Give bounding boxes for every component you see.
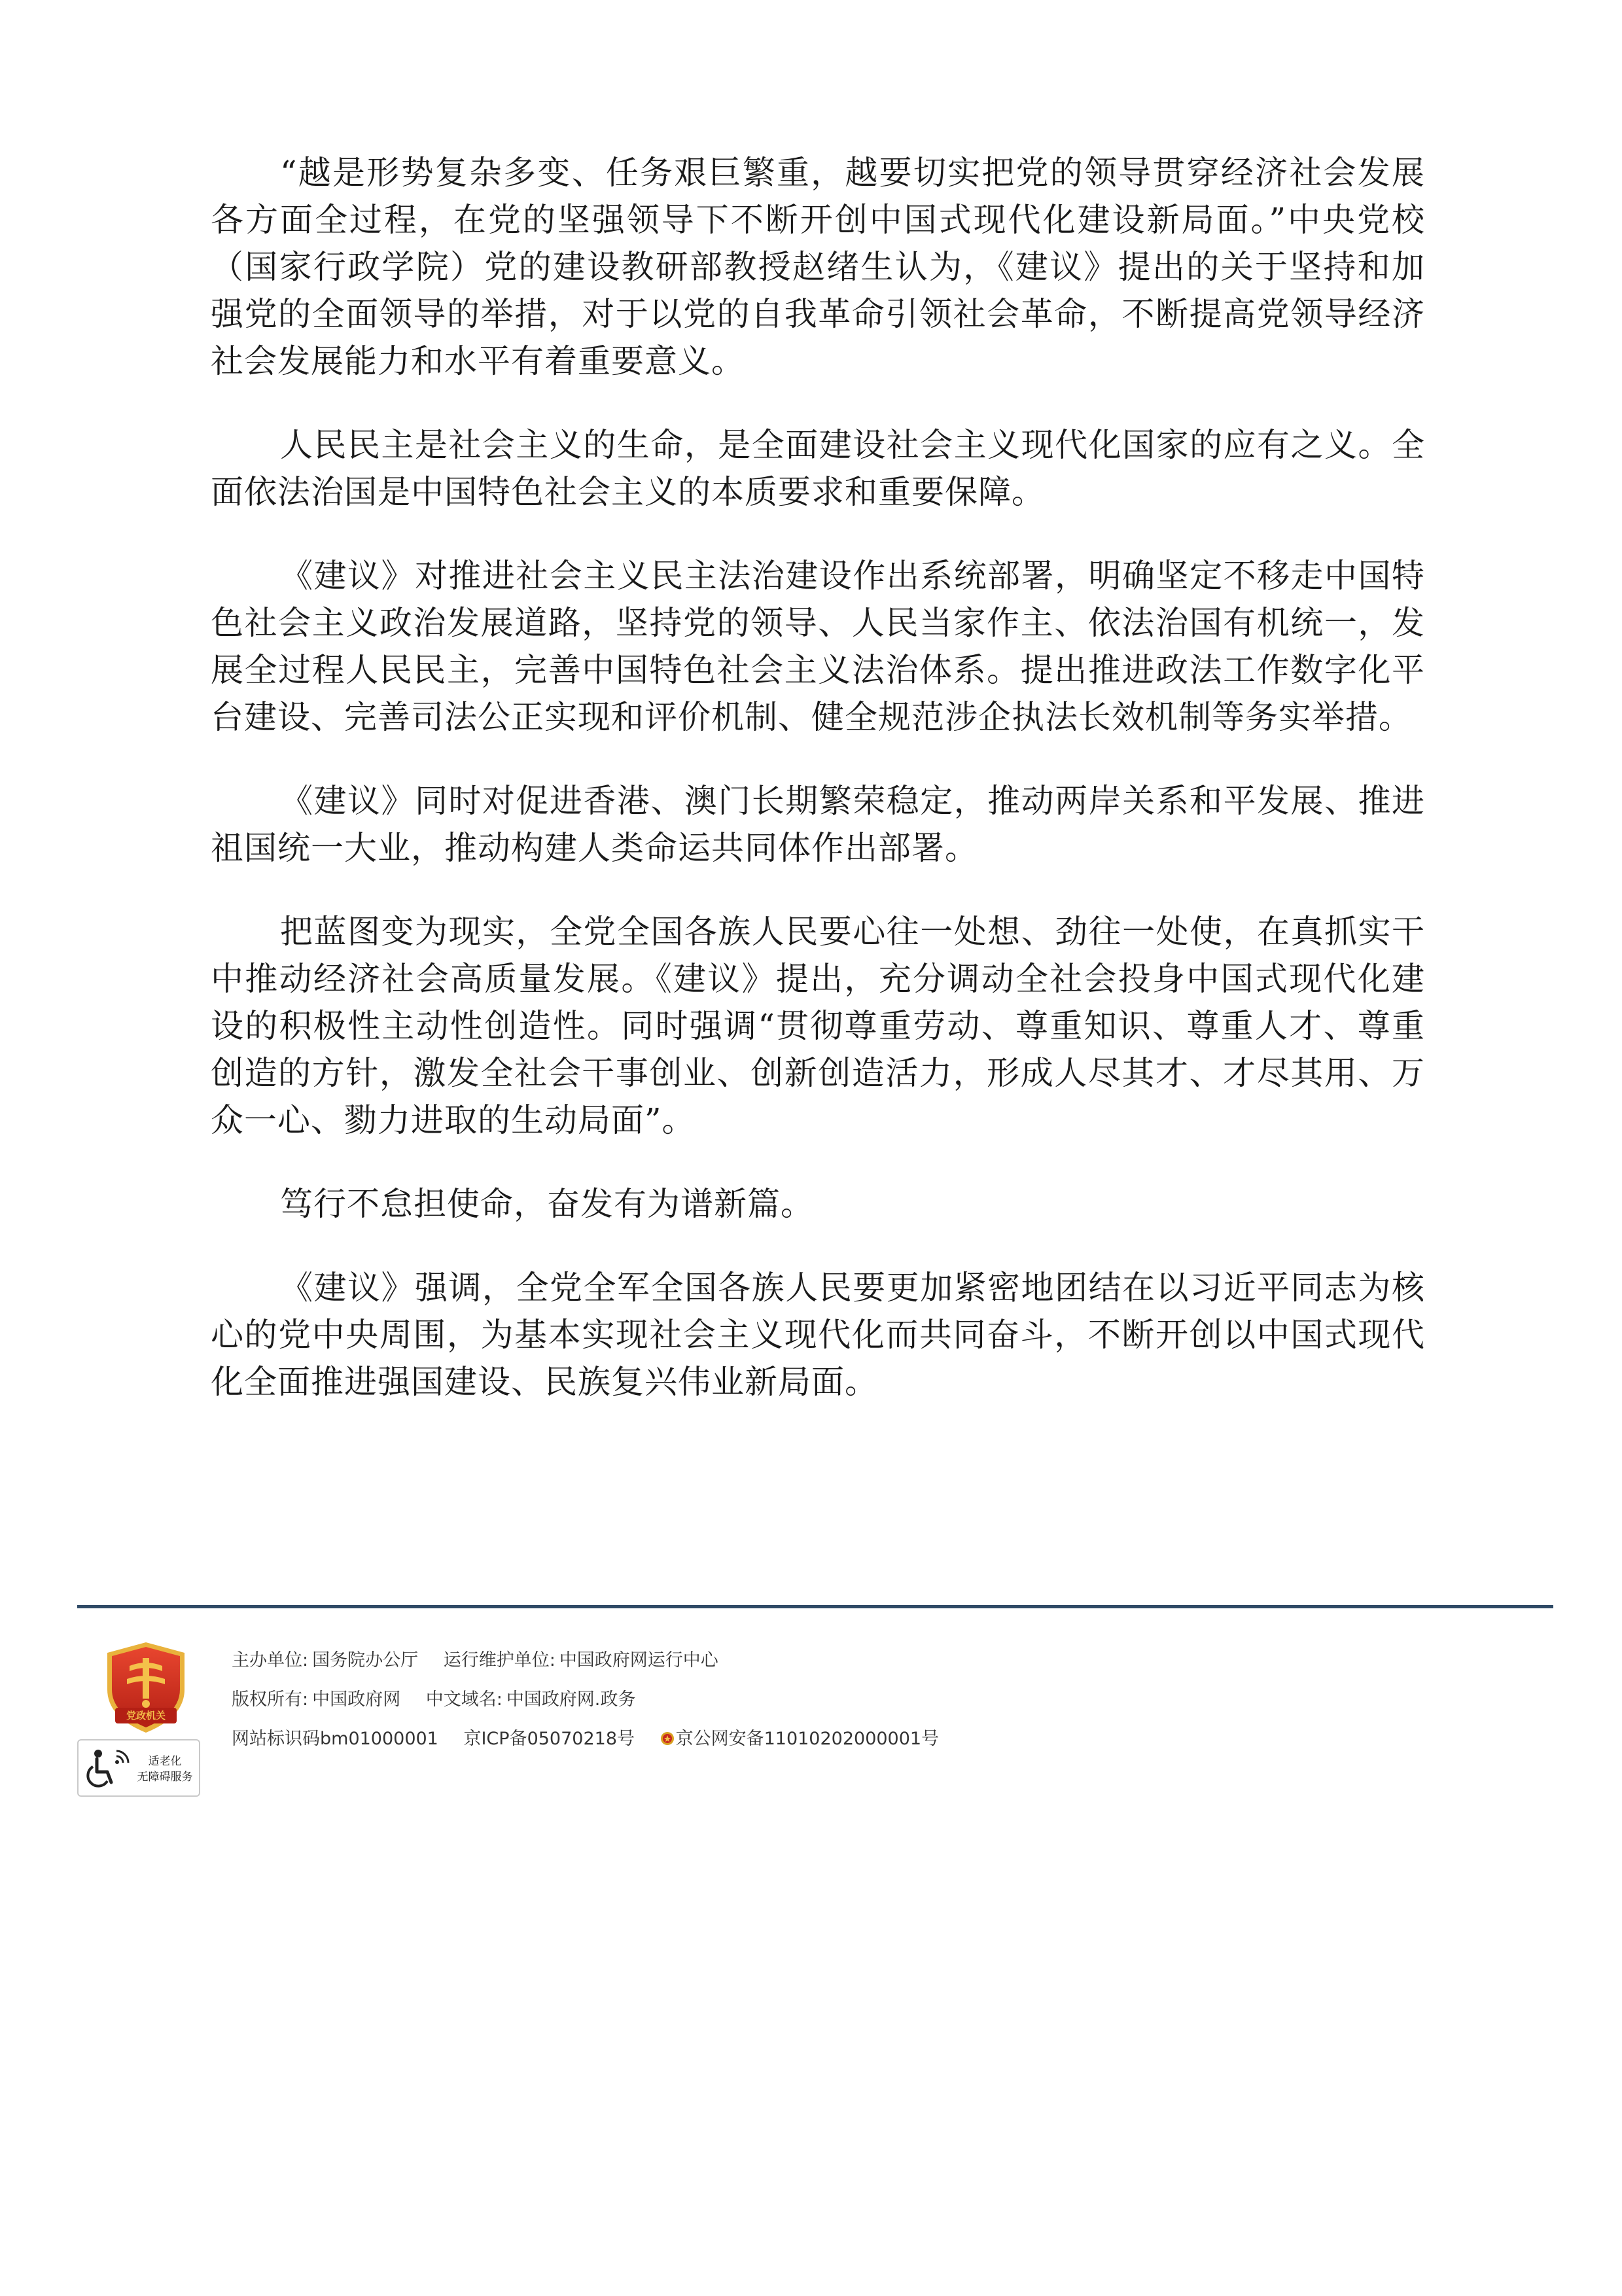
accessibility-wheelchair-icon: [85, 1747, 131, 1790]
sponsor-label: 主办单位:: [232, 1650, 309, 1670]
article-paragraph: 把蓝图变为现实，全党全国各族人民要心往一处想、劲往一处使，在真抓实干中推动经济社会高质量发展。《建议》提出，充分调动全社会投身中国式现代化建设的积极性主动性创造性。同时强调“贯彻尊重劳动、尊重知识、尊重人才、尊重创造的方针，激发全社会干事创业、创新创造活力，形成人尽其才、才尽其用、万众一心、勠力进取的生动局面”。: [211, 913, 1425, 1139]
article-paragraph: 《建议》对推进社会主义民主法治建设作出系统部署，明确坚定不移走中国特色社会主义政治发展道路，坚持党的领导、人民当家作主、依法治国有机统一，发展全过程人民民主，完善中国特色社会主义法治体系。提出推进政法工作数字化平台建设、完善司法公正实现和评价机制、健全规范涉企执法长效机制等务实举措。: [211, 557, 1425, 736]
footer-sponsor-line: [232, 1648, 959, 1674]
operator-value: 中国政府网运行中心: [559, 1650, 718, 1670]
site-footer: [77, 1634, 1553, 1805]
accessibility-service-button[interactable]: [77, 1739, 200, 1797]
accessibility-label: [132, 1754, 198, 1785]
article-body: [211, 149, 1425, 1442]
copyright-value: 中国政府网: [312, 1689, 401, 1710]
police-record-link[interactable]: [660, 1729, 959, 1749]
footer-divider: [77, 1605, 1553, 1608]
article-paragraph: 人民民主是社会主义的生命，是全面建设社会主义现代化国家的应有之义。全面依法治国是中国特色社会主义的本质要求和重要保障。: [211, 426, 1425, 511]
article-paragraph: “越是形势复杂多变、任务艰巨繁重，越要切实把党的领导贯穿经济社会发展各方面全过程，在党的坚强领导下不断开创中国式现代化建设新局面。”中央党校（国家行政学院）党的建设教研部教授赵绪生认为，《建议》提出的关于坚持和加强党的全面领导的举措，对于以党的自我革命引领社会革命，不断提高党领导经济社会发展能力和水平有着重要意义。: [211, 154, 1425, 380]
police-record-text: 京公网安备11010202000001号: [675, 1729, 940, 1749]
gov-badge-label: 党政机关: [126, 1710, 166, 1722]
copyright-label: 版权所有:: [232, 1689, 309, 1710]
operator-label: 运行维护单位:: [443, 1650, 555, 1670]
footer-info: [232, 1648, 959, 1765]
footer-copyright-line: [232, 1687, 959, 1713]
domain-value: 中国政府网.政务: [506, 1689, 636, 1710]
site-id-text: 网站标识码bm01000001: [232, 1729, 438, 1749]
article-paragraph: 《建议》同时对促进香港、澳门长期繁荣稳定，推动两岸关系和平发展、推进祖国统一大业，推动构建人类命运共同体作出部署。: [211, 782, 1425, 867]
icp-link[interactable]: 京ICP备05070218号: [463, 1729, 635, 1749]
footer-registration-line: [232, 1726, 959, 1752]
police-emblem-icon: [660, 1731, 675, 1746]
article-paragraph: 笃行不怠担使命，奋发有为谱新篇。: [280, 1185, 814, 1223]
sponsor-value: 国务院办公厅: [312, 1650, 419, 1670]
domain-label: 中文域名:: [425, 1689, 502, 1710]
accessibility-label-line1: 适老化: [148, 1755, 182, 1768]
article-paragraph: 《建议》强调，全党全军全国各族人民要更加紧密地团结在以习近平同志为核心的党中央周围，为基本实现社会主义现代化而共同奋斗，不断开创以中国式现代化全面推进强国建设、民族复兴伟业新局面。: [211, 1269, 1425, 1401]
accessibility-label-line2: 无障碍服务: [137, 1771, 193, 1784]
gov-organ-badge-icon[interactable]: [101, 1640, 191, 1735]
